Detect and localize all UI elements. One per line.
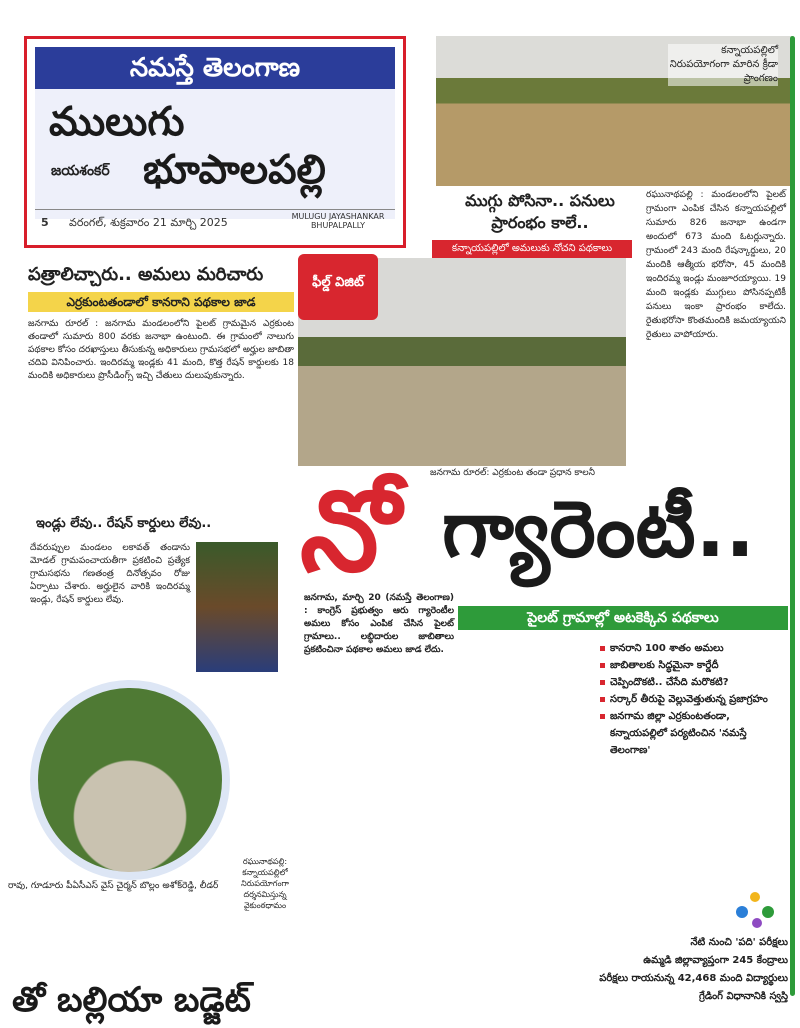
left-story2-headline: ఇండ్లు లేవు.. రేషన్ కార్డులు లేవు..: [36, 516, 212, 531]
page-number: 5: [41, 216, 49, 229]
exam-news-item: ఉమ్మడి జిల్లావ్యాప్తంగా 245 కేంద్రాలు: [643, 955, 788, 966]
highlight-item: జనగామ జిల్లా ఎర్రకుంటతండా, కన్నాయపల్లిలో పర్యటించిన 'నమస్తే తెలంగాణ': [600, 708, 786, 759]
masthead: [24, 36, 406, 248]
bottom-headline: తో బల్లియా బడ్జెట్: [12, 980, 251, 1020]
edition-name: MULUGU JAYASHANKAR BHUPALPALLY: [291, 212, 385, 230]
top-story-headline: ముగ్గు పోసినా.. పనులు ప్రారంభం కాలే..: [465, 191, 615, 232]
field-visit-badge: [298, 254, 378, 320]
brand-name: నమస్తే తెలంగాణ: [35, 47, 395, 89]
left-story-headline: పత్రాలిచ్చారు.. అమలు మరిచారు: [28, 264, 264, 285]
top-story-tag: కన్నాయపల్లిలో అమలుకు నోచని పథకాలు: [432, 240, 632, 258]
main-headline-part1: నో: [300, 467, 401, 597]
edition-subtitle-small: జయశంకర్: [51, 163, 110, 179]
lead-text: జనగామ, మార్చి 20 (నమస్తే తెలంగాణ) : కాంగ్రెస్ ప్రభుత్వం ఆరు గ్యారెంటీల అమలు కోసం ఎంపిక చేసిన పైలట్ గ్రామాలు.. లబ్ధిదారుల జాబితాలు ప్రకటించినా పథకాల అమలు జాడ లేదు.: [304, 593, 454, 655]
left-story2-body: దేవరుప్పుల మండలం లకావత్ తండాను మోడల్ గ్రామపంచాయతీగా ప్రకటించి ప్రత్యేక గ్రామసభను గణతంత్ర దినోత్సవం రోజు ఏర్పాటు చేశారు. అర్హులైన వారికి ఇందిరమ్మ ఇండ్లు, రేషన్ కార్డులు లేవు.: [30, 543, 190, 605]
edition-title: ములుగు: [49, 99, 185, 145]
masthead-footer: [35, 209, 395, 236]
colored-dots-logo: [736, 892, 784, 928]
exam-news-item: పరీక్షలు రాయనున్న 42,468 మంది విద్యార్థులు: [599, 973, 788, 984]
playground-photo-caption: కన్నాయపల్లిలో నిరుపయోగంగా మారిన క్రీడా ప్రాంగణం: [669, 45, 778, 84]
pilot-villages-bar: పైలట్ గ్రామాల్లో అటకెక్కిన పథకాలు: [458, 606, 788, 630]
highlight-item: సర్కార్ తీరుపై వెల్లువెత్తుతున్న ప్రజాగ్రహం: [600, 691, 786, 708]
top-story-body: రఘునాథపల్లి : మండలంలోని పైలట్ గ్రామంగా ఎంపిక చేసిన కన్నాయపల్లిలో సుమారు 826 జనాభా ఉండగా అందులో 673 మంది ఓటర్లున్నారు. గ్రామంలో 243 మంది రేషన్కార్డులు, 20 మందికి ఆత్మీయ భరోసా, 45 మందికి ఇందిరమ్మ ఇండ్లు మంజూరయ్యాయి. 19 మంది ఇండ్లకు ముగ్గులు పోసినప్పటికీ పనులు ఇంకా ప్రారంభం కాలేదు. రైతుభరోసా కొంతమందికి జమయ్యాయని రైతులు వాపోయారు.: [646, 190, 786, 340]
exam-news-item: నేటి నుంచి 'పది' పరీక్షలు: [690, 937, 788, 948]
main-headline-part2: గ్యారెంటీ..: [442, 485, 755, 575]
edition-subtitle-big: భూపాలపల్లి: [143, 147, 326, 193]
issue-date: వరంగల్, శుక్రవారం 21 మార్చి 2025: [69, 216, 228, 229]
highlight-item: జాబితాలకు సిద్ధమైనా కార్డేదీ: [600, 657, 786, 674]
colony-photo-caption: జనగామ రూరల్: ఎర్రకుంట తండా ప్రధాన కాలనీ: [430, 468, 595, 478]
left-story-tag: ఎర్రకుంటతండాలో కానరాని పథకాల జాడ: [28, 292, 294, 312]
green-rule: [790, 36, 795, 996]
person-photo: [196, 542, 278, 672]
crematorium-photo: [30, 680, 230, 880]
bottom-left-names: రావు, గూడూరు పీఏసీఎస్ వైస్ చైర్మన్ బొల్లం అశోక్‌రెడ్డి, లీడర్: [8, 881, 219, 891]
highlight-item: కానరాని 100 శాతం అమలు: [600, 640, 786, 657]
highlight-item: చెప్పిందొకటి.. చేసేది మరొకటి?: [600, 674, 786, 691]
left-story-body: జనగామ రూరల్ : జనగామ మండలంలోని పైలట్ గ్రామమైన ఎర్రకుంట తండాలో సుమారు 800 వరకు జనాభా ఉంటుంది. ఈ గ్రామంలో నాలుగు పథకాల కోసం దరఖాస్తులు తీసుకున్న అధికారులు గ్రామసభలో అర్హుల జాబితా చదివి వినిపించారు. ఇందిరమ్మ ఇండ్లకు 41 మంది, కొత్త రేషన్ కార్డులకు 18 మందికి అధికారులు ప్రొసీడింగ్స్ ఇచ్చి చేతులు దులుపుకున్నారు.: [28, 319, 294, 381]
crematorium-caption: రఘునాథపల్లి: కన్నాయపల్లిలో నిరుపయోగంగా దర్శనమిస్తున్న వైకుంఠధామం: [241, 857, 289, 910]
exam-news-item: గ్రేడింగ్ విధానానికి స్వస్తి: [699, 991, 788, 1002]
highlights-list: [600, 640, 786, 759]
field-visit-label: ఫీల్డ్ విజిట్: [312, 275, 364, 290]
exam-news-list: [560, 934, 788, 1006]
